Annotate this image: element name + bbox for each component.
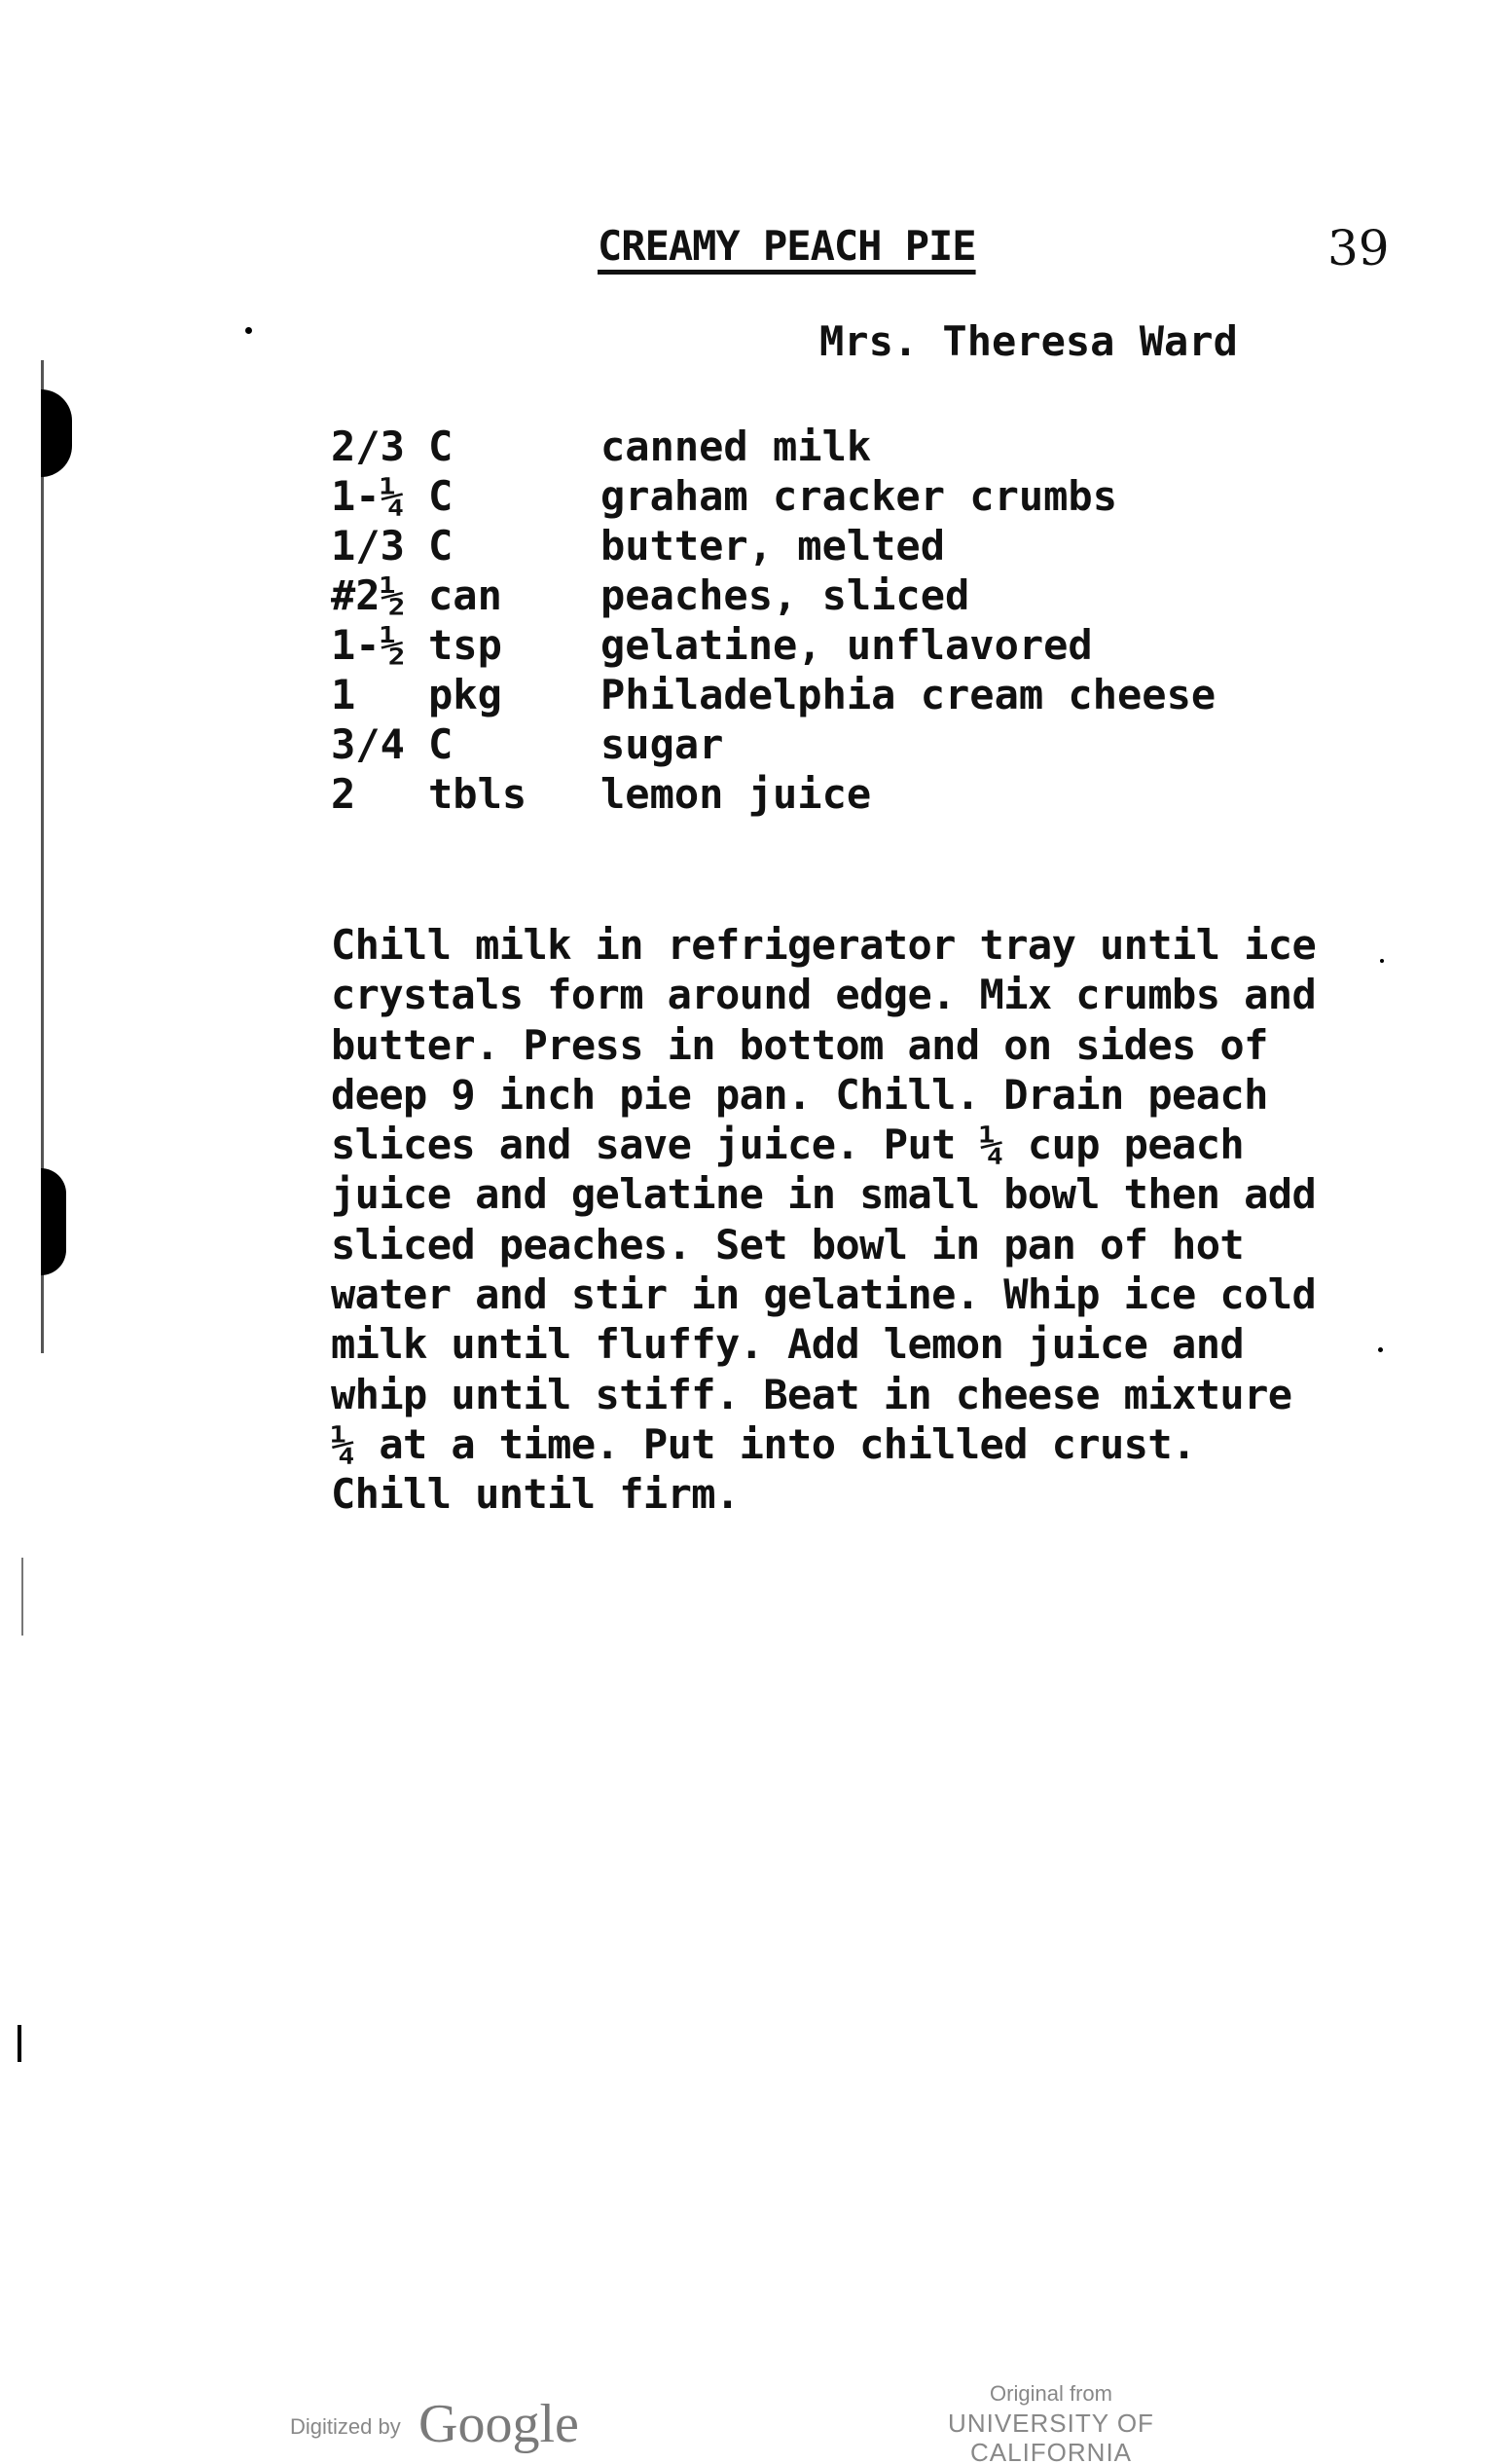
directions-line: water and stir in gelatine. Whip ice cold <box>331 1270 1317 1319</box>
ingredient-unit: C <box>428 522 454 570</box>
recipe-title: CREAMY PEACH PIE <box>598 222 976 270</box>
ingredient-quantity: 3/4 <box>331 720 405 768</box>
directions-line: sliced peaches. Set bowl in pan of hot <box>331 1220 1245 1269</box>
ingredient-item: Philadelphia cream cheese <box>600 671 1217 718</box>
binding-edge-blot <box>41 389 72 477</box>
ingredient-item: sugar <box>600 720 724 768</box>
binding-edge-tick <box>18 2025 21 2062</box>
ingredient-unit: C <box>428 720 454 768</box>
scan-speck <box>1380 959 1384 963</box>
ingredient-row <box>331 422 1216 471</box>
ingredient-quantity: 1 <box>331 671 356 718</box>
ingredient-quantity: 2/3 <box>331 423 405 470</box>
ingredient-quantity: 1-¼ <box>331 472 405 520</box>
directions-line: deep 9 inch pie pan. Chill. Drain peach <box>331 1070 1268 1119</box>
directions-line: whip until stiff. Beat in cheese mixture <box>331 1370 1292 1418</box>
page-number: 39 <box>1327 220 1390 276</box>
original-from-label: Original from <box>990 2381 1112 2406</box>
binding-edge-tick <box>21 1558 23 1636</box>
directions-line: crystals form around edge. Mix crumbs and <box>331 971 1317 1019</box>
ingredient-list <box>331 422 1216 819</box>
directions-line: Chill milk in refrigerator tray until ice <box>331 921 1317 969</box>
ingredient-row <box>331 620 1216 670</box>
ingredient-item: canned milk <box>600 423 872 470</box>
binding-edge-blot <box>41 1168 66 1275</box>
ingredient-unit: C <box>428 423 454 470</box>
ingredient-quantity: 2 <box>331 770 356 818</box>
ingredient-unit: tbls <box>428 770 527 818</box>
ingredient-quantity: 1/3 <box>331 522 405 570</box>
recipe-author: Mrs. Theresa Ward <box>819 317 1238 365</box>
ingredient-row <box>331 570 1216 620</box>
institution-name: UNIVERSITY OF CALIFORNIA <box>948 2409 1154 2464</box>
ingredient-item: graham cracker crumbs <box>600 472 1118 520</box>
ingredient-unit: C <box>428 472 454 520</box>
ingredient-row <box>331 719 1216 769</box>
directions-line: ¼ at a time. Put into chilled crust. <box>331 1419 1196 1468</box>
ingredient-item: butter, melted <box>600 522 946 570</box>
ingredient-unit: tsp <box>428 621 502 669</box>
directions-line: milk until fluffy. Add lemon juice and <box>331 1320 1245 1369</box>
scan-speck <box>1378 1347 1383 1352</box>
ingredient-row <box>331 769 1216 819</box>
ingredient-quantity: 1-½ <box>331 621 405 669</box>
scan-speck <box>245 327 252 334</box>
ingredient-unit: pkg <box>428 671 502 718</box>
ingredient-quantity: #2½ <box>331 571 405 619</box>
directions-paragraph <box>331 920 1316 1520</box>
directions-line: Chill until firm. <box>331 1470 740 1519</box>
provenance-note <box>876 2379 1226 2464</box>
google-logo: Google <box>418 2394 579 2454</box>
ingredient-item: lemon juice <box>600 770 872 818</box>
directions-line: slices and save juice. Put ¼ cup peach <box>331 1121 1245 1169</box>
ingredient-item: peaches, sliced <box>600 571 970 619</box>
digitized-by-label: Digitized by <box>290 2414 401 2439</box>
ingredient-row <box>331 670 1216 719</box>
directions-line: butter. Press in bottom and on sides of <box>331 1020 1268 1069</box>
ingredient-row <box>331 521 1216 570</box>
ingredient-item: gelatine, unflavored <box>600 621 1093 669</box>
directions-line: juice and gelatine in small bowl then add <box>331 1170 1317 1219</box>
ingredient-unit: can <box>428 571 502 619</box>
ingredient-row <box>331 471 1216 521</box>
